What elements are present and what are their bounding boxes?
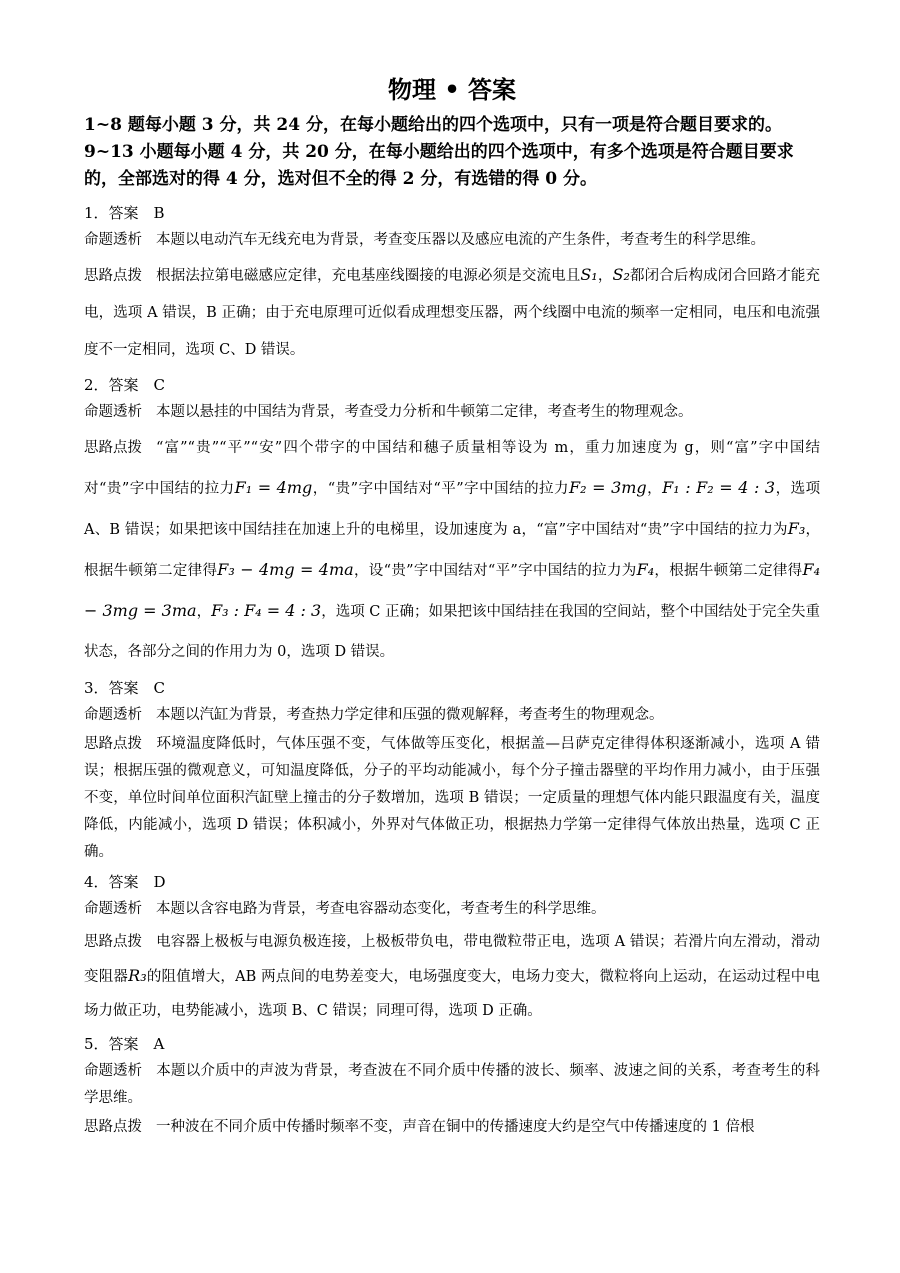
math-f2: F₂ = 3mg <box>569 478 647 497</box>
hint-text: ，根据牛顿第二定律得 <box>654 563 803 579</box>
math-f1: F₁ = 4mg <box>234 478 313 497</box>
hint-text: 根据法拉第电磁感应定律，充电基座线圈接的电源必须是交流电且 <box>156 268 581 284</box>
hint-text: ，“贵”字中国结对“平”字中国结的拉力 <box>312 481 570 497</box>
answer-line: 5．答案 A <box>84 1035 165 1053</box>
hint-label: 思路点拨 <box>84 1119 142 1135</box>
math-ratio-f1-f2: F₁ : F₂ = 4 : 3 <box>662 478 776 497</box>
question-5 <box>84 1030 820 1141</box>
math-eq-f4: F₄ − 3mg = 3ma <box>84 560 821 620</box>
design-paragraph <box>84 227 820 254</box>
hint-text: 都闭合后构成闭合回路才能充电，选项 A 错误，B 正确；由于充电原理可近似看成理想变压器，两个线圈中电流的频率一定相同，电压和电流强度不一定相同，选项 C、D 错误。 <box>84 268 821 358</box>
design-text: 本题以介质中的声波为背景，考查波在不同介质中传播的波长、频率、波速之间的关系，考查考生的科学思维。 <box>84 1063 820 1106</box>
design-label: 命题透析 <box>84 1063 142 1079</box>
design-label: 命题透析 <box>84 707 142 723</box>
design-paragraph <box>84 702 820 729</box>
hint-paragraph <box>84 1114 820 1141</box>
hint-text: ，设“贵”字中国结对“平”字中国结的拉力为 <box>353 563 637 579</box>
hint-text: ， <box>646 481 663 497</box>
design-paragraph <box>84 896 820 923</box>
answer-line: 2．答案 C <box>84 376 166 394</box>
question-1 <box>84 199 820 369</box>
math-s1: S₁ <box>580 265 598 284</box>
hint-text: ， <box>196 604 212 620</box>
math-f4: F₄ <box>636 560 655 579</box>
hint-paragraph <box>84 925 820 1028</box>
design-text: 本题以电动汽车无线充电为背景，考查变压器以及感应电流的产生条件，考查考生的科学思维。 <box>156 232 765 248</box>
hint-label: 思路点拨 <box>84 440 142 456</box>
scoring-instructions: 1~8 题每小题 3 分，共 24 分，在每小题给出的四个选项中，只有一项是符合题目要求的。9~13 小题每小题 4 分，共 20 分，在每小题给出的四个选项中，有多个选项是符合题目要求的，全部选对的得 4 分，选对但不全的得 2 分，有选错的得 0 分。 <box>84 115 794 189</box>
hint-text: 一种波在不同介质中传播时频率不变，声音在铜中的传播速度大约是空气中传播速度的 1 倍根 <box>156 1119 755 1135</box>
design-paragraph <box>84 399 820 426</box>
hint-paragraph <box>84 428 820 672</box>
design-text: 本题以悬挂的中国结为背景，考查受力分析和牛顿第二定律，考查考生的物理观念。 <box>156 404 693 420</box>
page-title: 物理 • 答案 <box>387 75 517 104</box>
design-label: 命题透析 <box>84 232 142 248</box>
hint-text: 的阻值增大，AB 两点间的电势差变大，电场强度变大，电场力变大，微粒将向上运动，在运动过程中电场力做正功，电势能减小，选项 B、C 错误；同理可得，选项 D 正确。 <box>84 969 821 1019</box>
hint-text: ，选项 C 正确；如果把该中国结挂在我国的空间站，整个中国结处于完全失重状态，各部分之间的作用力为 0，选项 D 错误。 <box>84 604 821 660</box>
math-f3: F₃ <box>787 519 806 538</box>
design-label: 命题透析 <box>84 404 142 420</box>
math-ratio-f3-f4: F₃ : F₄ = 4 : 3 <box>211 601 322 620</box>
design-paragraph <box>84 1058 820 1112</box>
hint-label: 思路点拨 <box>84 934 142 950</box>
hint-text: 环境温度降低时，气体压强不变，气体做等压变化，根据盖—吕萨克定律得体积逐渐减小，选项 A 错误；根据压强的微观意义，可知温度降低，分子的平均动能减小，每个分子撞击器壁的平均作用力减小，由于压强不变，单位时间单位面积汽缸壁上撞击的分子数增加，选项 B 错误；一定质量的理想气体内能只跟温度有关，温度降低，内能减小，选项 D 错误；体积减小，外界对气体做正功，根据热力学第一定律得气体放出热量，选项 C 正确。 <box>84 736 820 860</box>
question-3 <box>84 674 820 866</box>
design-text: 本题以汽缸为背景，考查热力学定律和压强的微观解释，考查考生的物理观念。 <box>156 707 664 723</box>
math-r3: R₃ <box>128 966 147 985</box>
design-label: 命题透析 <box>84 901 142 917</box>
hint-text: 电容器上极板与电源负极连接，上极板带负电，带电微粒带正电，选项 A 错误；若滑片向左滑动，滑动变阻器 <box>84 934 820 985</box>
answer-line: 3．答案 C <box>84 679 166 697</box>
hint-label: 思路点拨 <box>84 268 142 284</box>
hint-text: “富”“贵”“平”“安”四个带字的中国结和穗子质量相等设为 m，重力加速度为 g，则“富”字中国结对“贵”字中国结的拉力 <box>84 440 820 497</box>
hint-paragraph <box>84 256 820 369</box>
question-4 <box>84 868 820 1028</box>
answer-line: 4．答案 D <box>84 873 166 891</box>
design-text: 本题以含容电路为背景，考查电容器动态变化，考查考生的科学思维。 <box>156 901 606 917</box>
answer-line: 1．答案 B <box>84 204 165 222</box>
hint-label: 思路点拨 <box>84 736 142 752</box>
math-s2: S₂ <box>612 265 630 284</box>
question-2 <box>84 371 820 672</box>
hint-text: ，选项 A、B 错误；如果把该中国结挂在加速上升的电梯里，设加速度为 a，“富”字中国结对“贵”字中国结的拉力为 <box>84 481 821 538</box>
math-eq-f3: F₃ − 4mg = 4ma <box>217 560 354 579</box>
hint-text: ，根据牛顿第二定律得 <box>84 522 821 579</box>
hint-paragraph <box>84 731 820 866</box>
hint-text: ， <box>597 268 613 284</box>
